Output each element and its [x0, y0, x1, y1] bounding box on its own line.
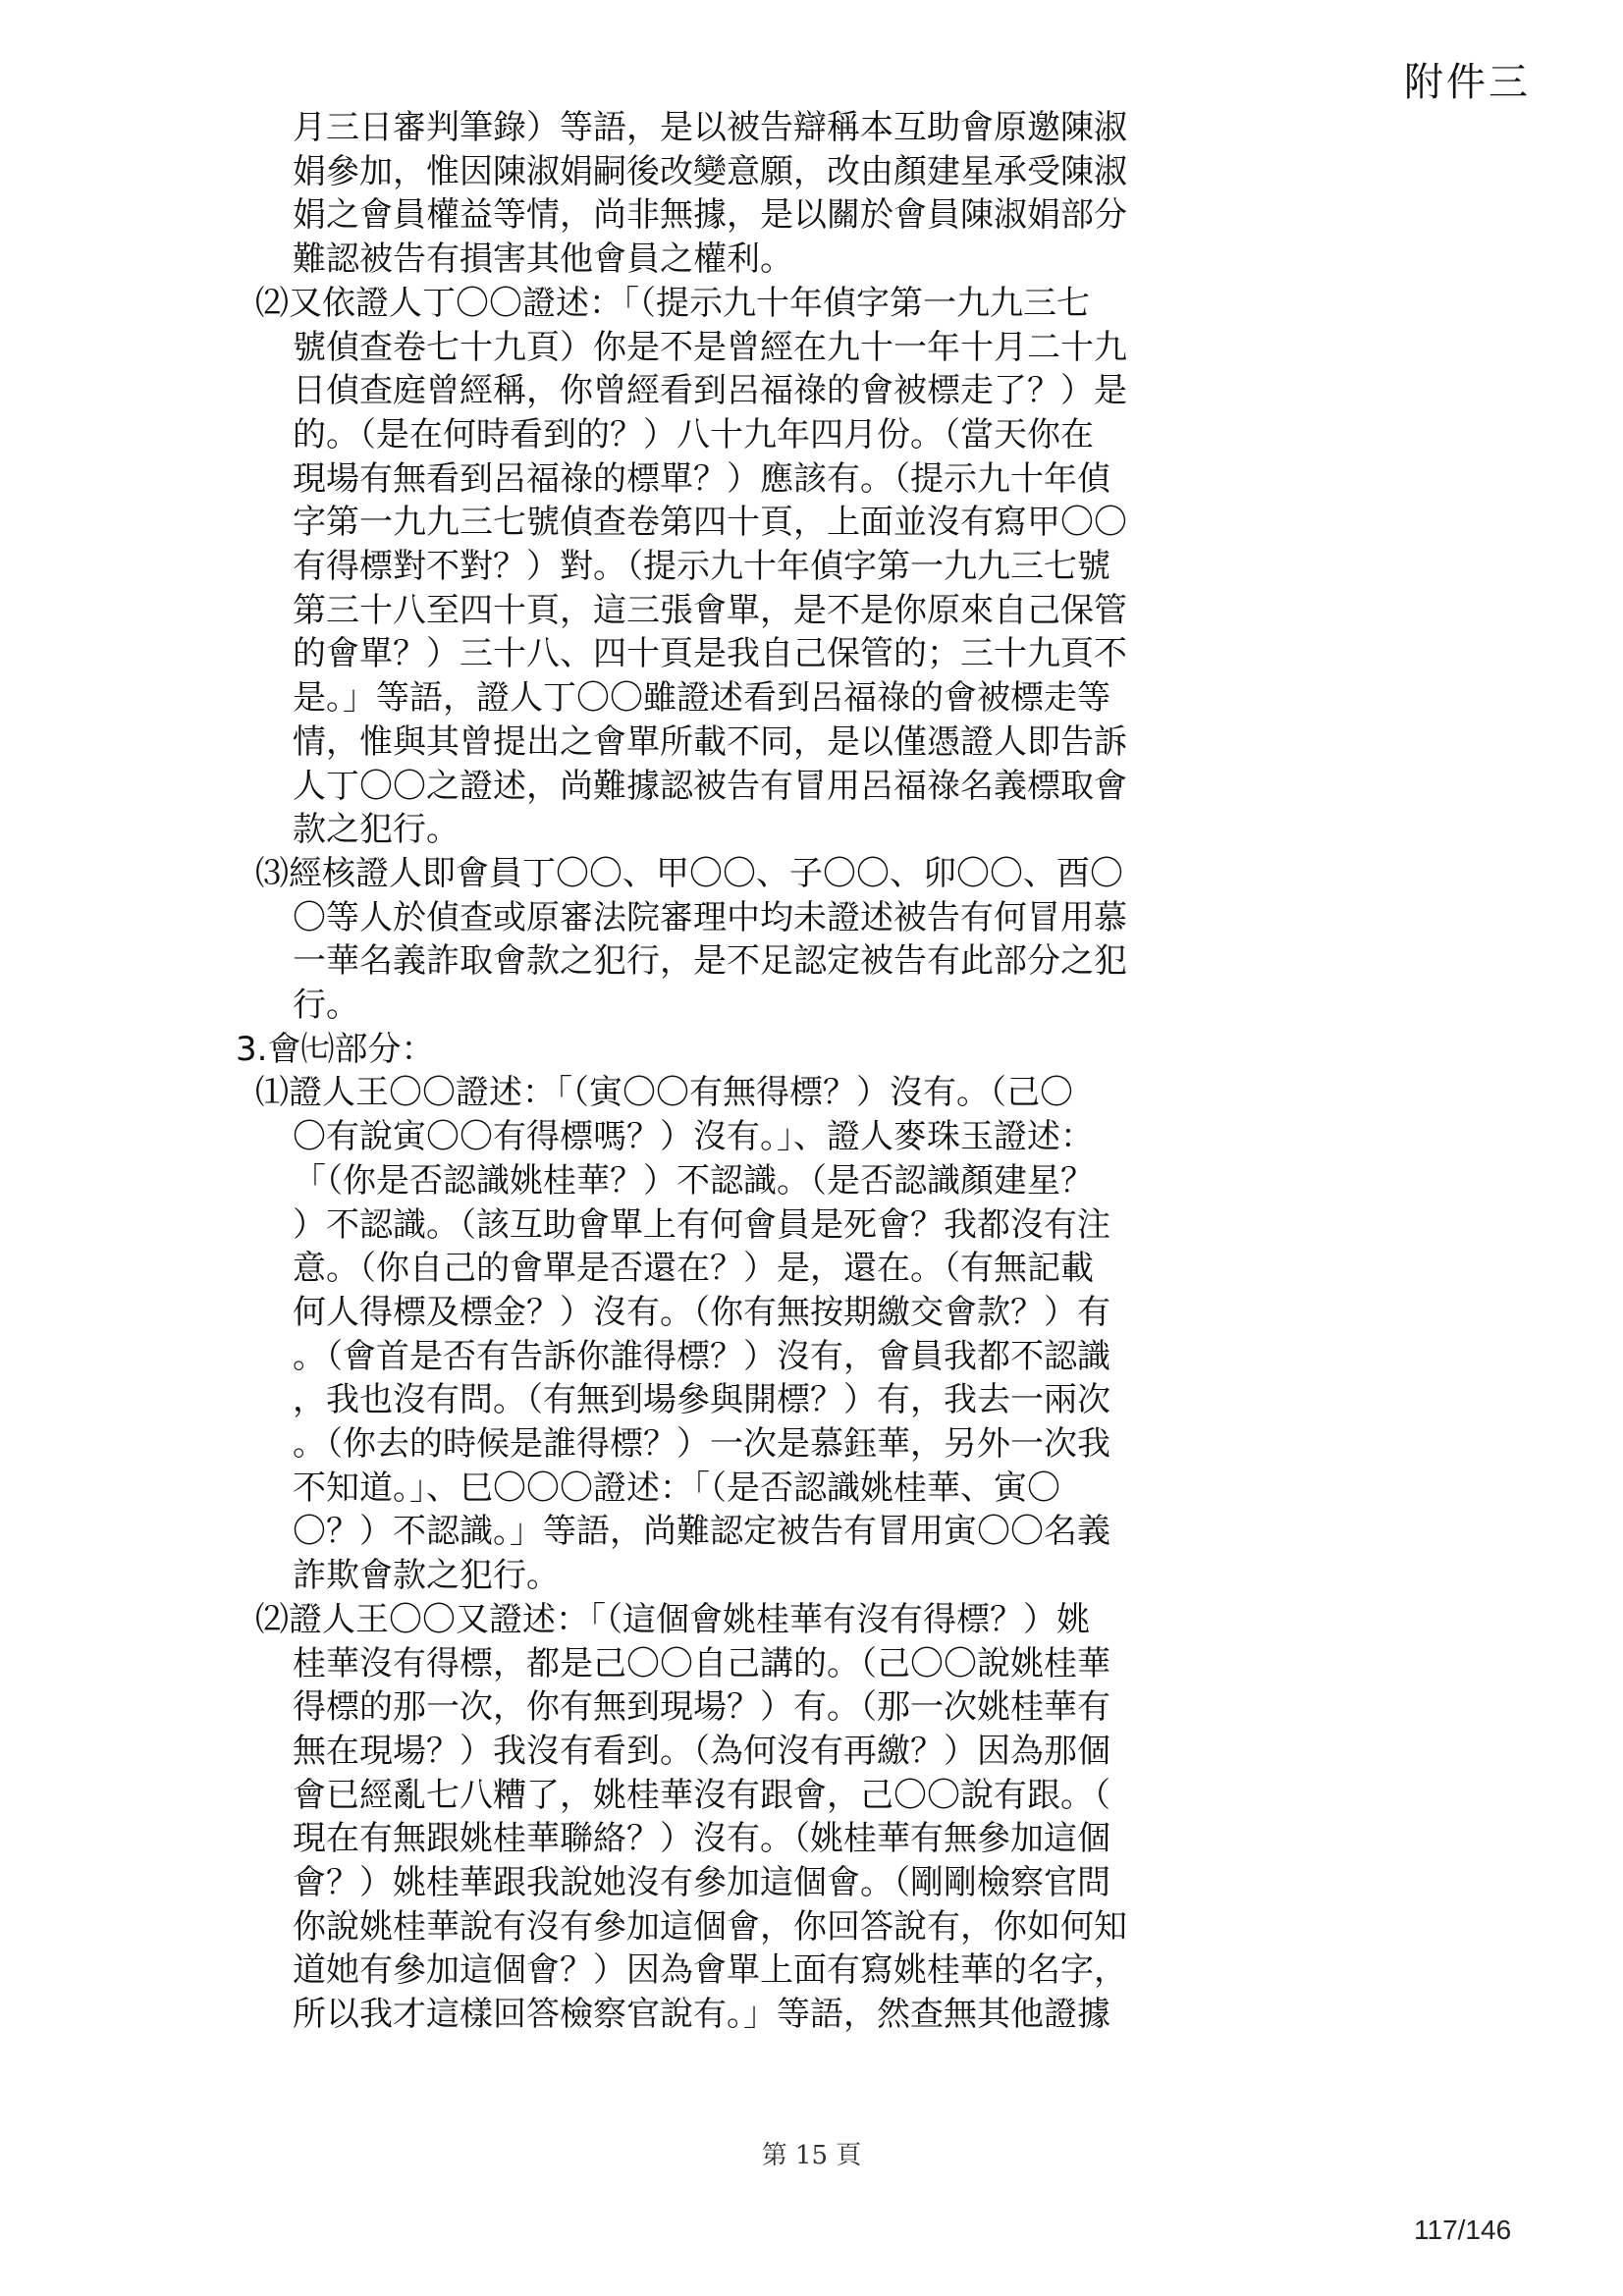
body-line: 的。（是在何時看到的？）八十九年四月份。（當天你在 — [293, 414, 1094, 454]
body-line: 〇有說寅〇〇有得標嗎？）沒有。」、證人麥珠玉證述： — [293, 1117, 1094, 1157]
body-line: 行。 — [293, 986, 359, 1025]
body-line: 有得標對不對？）對。（提示九十年偵字第一九九三七號 — [293, 547, 1110, 586]
body-line: 字第一九九三七號偵查卷第四十頁，上面並沒有寫甲〇〇 — [293, 503, 1127, 543]
body-line: 得標的那一次，你有無到現場？）有。（那一次姚桂華有 — [293, 1687, 1110, 1728]
body-line: 娟之會員權益等情，尚非無據，是以關於會員陳淑娟部分 — [293, 195, 1127, 236]
body-line: 何人得標及標金？）沒有。（你有無按期繳交會款？）有 — [293, 1292, 1110, 1332]
body-line: 的會單？）三十八、四十頁是我自己保管的；三十九頁不 — [293, 634, 1127, 674]
body-line: 道她有參加這個會？）因為會單上面有寫姚桂華的名字， — [293, 1950, 1127, 1991]
page-number: 第 15 頁 — [761, 2141, 862, 2170]
body-line: ，我也沒有問。（有無到場參與開標？）有，我去一兩次 — [293, 1380, 1110, 1420]
body-line: 桂華沒有得標，都是己〇〇自己講的。（己〇〇說姚桂華 — [293, 1643, 1110, 1683]
body-line: 現在有無跟姚桂華聯絡？）沒有。（姚桂華有無參加這個 — [293, 1819, 1110, 1859]
body-line: 無在現場？）我沒有看到。（為何沒有再繳？）因為那個 — [293, 1731, 1110, 1771]
body-line: 第三十八至四十頁，這三張會單，是不是你原來自己保管 — [293, 590, 1127, 630]
body-line: 難認被告有損害其他會員之權利。 — [293, 240, 793, 280]
body-line: 會已經亂七八糟了，姚桂華沒有跟會，己〇〇說有跟。（ — [293, 1775, 1110, 1815]
body-line: ⑵證人王〇〇又證述：「（這個會姚桂華有沒有得標？）姚 — [255, 1599, 1090, 1639]
body-line: 「（你是否認識姚桂華？）不認識。（是否認識顏建星？ — [293, 1160, 1094, 1201]
body-line: 〇？）不認識。」等語，尚難認定被告有冒用寅〇〇名義 — [293, 1512, 1110, 1552]
body-line: 是。」等語，證人丁〇〇雖證述看到呂福祿的會被標走等 — [293, 678, 1110, 719]
body-line: 你說姚桂華說有沒有參加這個會，你回答說有，你如何知 — [293, 1906, 1127, 1947]
body-line: 人丁〇〇之證述，尚難據認被告有冒用呂福祿名義標取會 — [293, 766, 1127, 806]
body-line: 日偵查庭曾經稱，你曾經看到呂福祿的會被標走了？）是 — [293, 371, 1127, 411]
body-line: 意。（你自己的會單是否還在？）是，還在。（有無記載 — [293, 1249, 1094, 1289]
body-line: 所以我才這樣回答檢察官說有。」等語，然查無其他證據 — [293, 1995, 1110, 2035]
body-line: 情，惟與其曾提出之會單所載不同，是以僅憑證人即告訴 — [293, 721, 1127, 762]
body-line: ）不認識。（該互助會單上有何會員是死會？我都沒有注 — [293, 1204, 1110, 1245]
body-line: ⑵又依證人丁〇〇證述：「（提示九十年偵字第一九九三七 — [255, 283, 1090, 323]
body-line: 款之犯行。 — [293, 810, 460, 850]
body-line: 。（你去的時候是誰得標？）一次是慕鈺華，另外一次我 — [293, 1424, 1110, 1464]
body-line: 詐欺會款之犯行。 — [293, 1556, 560, 1596]
body-line: 不知道。」、巳〇〇〇證述：「（是否認識姚桂華、寅〇 — [293, 1468, 1060, 1508]
body-line: 3.會㈦部分： — [236, 1029, 435, 1069]
body-line: 一華名義詐取會款之犯行，是不足認定被告有此部分之犯 — [293, 941, 1127, 982]
page-count: 117/146 — [1414, 2215, 1512, 2245]
body-line: 會？）姚桂華跟我說她沒有參加這個會。（剛剛檢察官問 — [293, 1863, 1110, 1902]
body-line: ⑶經核證人即會員丁〇〇、甲〇〇、子〇〇、卯〇〇、酉〇 — [255, 853, 1123, 893]
body-line: 現場有無看到呂福祿的標單？）應該有。（提示九十年偵 — [293, 458, 1110, 499]
body-line: 〇等人於偵查或原審法院審理中均未證述被告有何冒用慕 — [293, 897, 1127, 937]
body-line: 。（會首是否有告訴你誰得標？）沒有，會員我都不認識 — [293, 1336, 1110, 1376]
body-line: 娟參加，惟因陳淑娟嗣後改變意願，改由顏建星承受陳淑 — [293, 151, 1127, 191]
body-line: 號偵查卷七十九頁）你是不是曾經在九十一年十月二十九 — [293, 327, 1127, 367]
annex-label: 附件三 — [1404, 60, 1531, 105]
body-line: 月三日審判筆錄）等語，是以被告辯稱本互助會原邀陳淑 — [293, 108, 1127, 147]
body-line: ⑴證人王〇〇證述：「（寅〇〇有無得標？）沒有。（己〇 — [255, 1073, 1073, 1113]
